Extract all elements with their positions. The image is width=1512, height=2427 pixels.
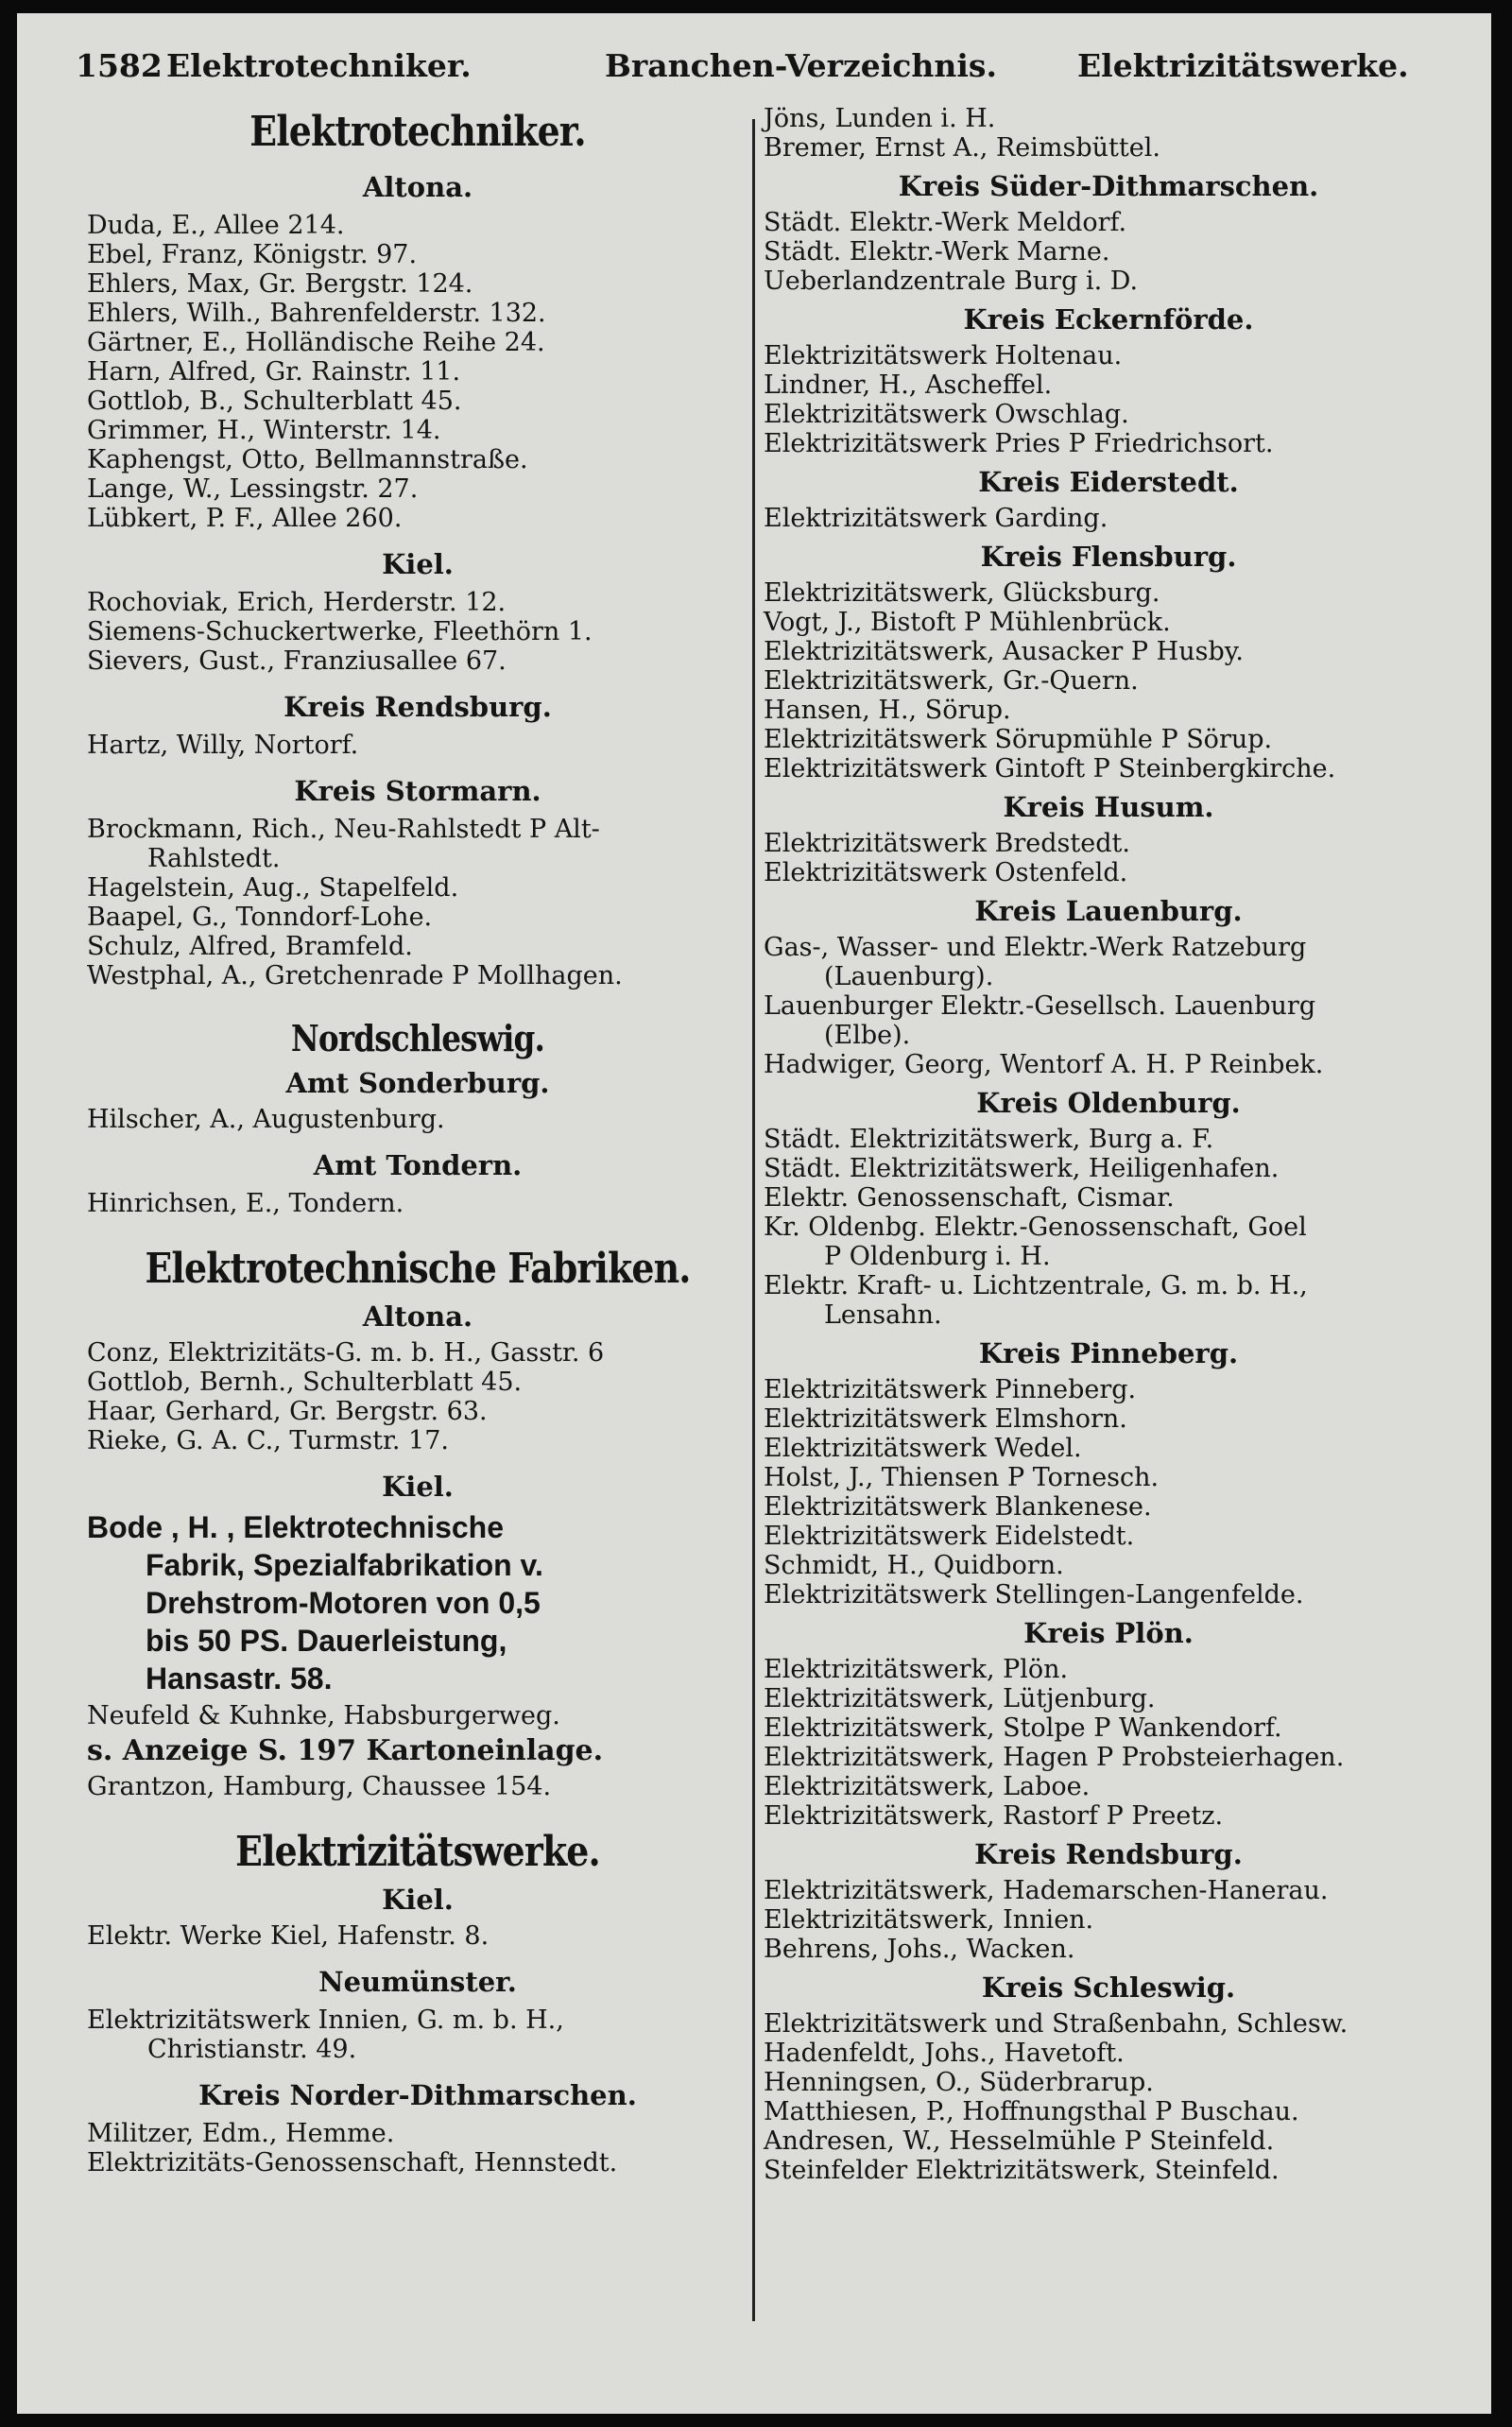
subsection-title-kiel: Kiel. — [382, 548, 454, 580]
list-item: Schmidt, H., Quidborn. — [764, 1551, 1064, 1580]
list-item: Elektr. Genossenschaft, Cismar. — [764, 1183, 1175, 1213]
list-item: Elektrizitätswerk Bredstedt. — [764, 829, 1130, 858]
list-item-continuation: P Oldenburg i. H. — [824, 1242, 1051, 1271]
ad-reference: s. Anzeige S. 197 Kartoneinlage. — [87, 1734, 604, 1767]
list-item: Elektrizitätswerk, Plön. — [764, 1655, 1069, 1684]
list-item: Elektrizitätswerk Gintoft P Steinbergkirche. — [764, 754, 1336, 783]
subsection-title-fabriken-kiel: Kiel. — [382, 1471, 454, 1503]
ad-line: bis 50 PS. Dauerleistung, — [146, 1624, 507, 1658]
list-item: Baapel, G., Tonndorf-Lohe. — [87, 903, 433, 932]
subsection-title-amt-tondern: Amt Tondern. — [313, 1149, 523, 1181]
entry-list-fabriken-altona — [87, 1338, 748, 1455]
list-item: Hadenfeldt, Johs., Havetoft. — [764, 2039, 1125, 2068]
subsection-title-kreis-eckernfoerde: Kreis Eckernförde. — [963, 303, 1254, 336]
directory-page — [17, 13, 1491, 2414]
list-item: Hagelstein, Aug., Stapelfeld. — [87, 873, 459, 903]
subsection-title-kreis-rendsburg-right: Kreis Rendsburg. — [974, 1838, 1243, 1870]
list-item-continuation: (Lauenburg). — [824, 962, 994, 991]
list-item: Lindner, H., Ascheffel. — [764, 370, 1053, 400]
list-item: Haar, Gerhard, Gr. Bergstr. 63. — [87, 1397, 488, 1426]
list-item: Städt. Elektrizitätswerk, Burg a. F. — [764, 1125, 1214, 1154]
section-title-elektrotechniker: Elektrotechniker. — [249, 108, 586, 156]
page-header — [76, 47, 1409, 89]
right-column — [764, 104, 1453, 2185]
list-item: Elektrizitätswerk Ostenfeld. — [764, 858, 1128, 887]
list-item: Rochoviak, Erich, Herderstr. 12. — [87, 588, 507, 617]
list-item: Duda, E., Allee 214. — [87, 211, 345, 240]
list-item: Elektrizitätswerk Wedel. — [764, 1434, 1082, 1463]
header-left-title: Elektrotechniker. — [166, 47, 472, 84]
subsection-title-amt-sonderburg: Amt Sonderburg. — [285, 1067, 550, 1099]
list-item: Elektrizitätswerk, Rastorf P Preetz. — [764, 1801, 1224, 1831]
header-right-title: Elektrizitätswerke. — [1077, 47, 1409, 84]
list-item: Harn, Alfred, Gr. Rainstr. 11. — [87, 357, 461, 387]
subsection-title-kreis-schleswig: Kreis Schleswig. — [981, 1971, 1236, 2004]
list-item: Ehlers, Wilh., Bahrenfelderstr. 132. — [87, 299, 546, 328]
list-item: Elektrizitätswerk Blankenese. — [764, 1492, 1152, 1522]
list-item: Hadwiger, Georg, Wentorf A. H. P Reinbek. — [764, 1050, 1324, 1079]
list-item: Lauenburger Elektr.-Gesellsch. Lauenburg — [764, 991, 1316, 1021]
list-item: Elektrizitätswerk, Innien. — [764, 1905, 1094, 1935]
list-item: Vogt, J., Bistoft P Mühlenbrück. — [764, 608, 1171, 637]
subsection-title-kreis-stormarn: Kreis Stormarn. — [294, 775, 541, 807]
list-item: Brockmann, Rich., Neu-Rahlstedt P Alt- — [87, 815, 600, 844]
subsection-title-kreis-lauenburg: Kreis Lauenburg. — [974, 895, 1243, 927]
list-item: Gas-, Wasser- und Elektr.-Werk Ratzeburg — [764, 933, 1307, 962]
list-item: Grimmer, H., Winterstr. 14. — [87, 416, 441, 445]
list-item: Städt. Elektr.-Werk Meldorf. — [764, 208, 1127, 237]
list-item: Bremer, Ernst A., Reimsbüttel. — [764, 133, 1160, 163]
list-item: Elektrizitätswerk Owschlag. — [764, 400, 1129, 429]
list-item: Behrens, Johs., Wacken. — [764, 1935, 1075, 1964]
subsection-title-kreis-flensburg: Kreis Flensburg. — [980, 541, 1237, 573]
list-item: Ebel, Franz, Königstr. 97. — [87, 240, 418, 269]
list-item: Westphal, A., Gretchenrade P Mollhagen. — [87, 961, 623, 990]
list-item: Elektrizitätswerk Innien, G. m. b. H., — [87, 2005, 564, 2035]
subsection-title-kreis-pinneberg: Kreis Pinneberg. — [978, 1337, 1239, 1369]
subsection-title-kreis-norder-dithmarschen: Kreis Norder-Dithmarschen. — [198, 2079, 637, 2111]
list-item: Neufeld & Kuhnke, Habsburgerweg. — [87, 1701, 560, 1730]
list-item: Elektrizitätswerk, Ausacker P Husby. — [764, 637, 1244, 666]
section-title-elektrizitaetswerke: Elektrizitätswerke. — [235, 1828, 600, 1876]
list-item: Elektrizitätswerk Pinneberg. — [764, 1375, 1137, 1404]
list-item: Elektrizitätswerk Pries P Friedrichsort. — [764, 429, 1274, 458]
subsection-title-altona: Altona. — [362, 171, 473, 203]
list-item: Elektrizitätswerk, Lütjenburg. — [764, 1684, 1156, 1713]
entry-list-altona — [87, 211, 748, 533]
ad-line: Drehstrom-Motoren von 0,5 — [146, 1586, 541, 1620]
list-item: Lübkert, P. F., Allee 260. — [87, 504, 403, 533]
list-item: Kaphengst, Otto, Bellmannstraße. — [87, 445, 528, 474]
list-item: Elektrizitätswerk Garding. — [764, 504, 1108, 533]
list-item: Gärtner, E., Holländische Reihe 24. — [87, 328, 545, 357]
list-item: Elektrizitätswerk Stellingen-Langenfelde. — [764, 1580, 1304, 1609]
list-item: Elektr. Werke Kiel, Hafenstr. 8. — [87, 1921, 490, 1951]
list-item: Elektrizitätswerk Elmshorn. — [764, 1404, 1127, 1434]
list-item: Kr. Oldenbg. Elektr.-Genossenschaft, Goel — [764, 1213, 1307, 1242]
list-item: Matthiesen, P., Hoffnungsthal P Buschau. — [764, 2097, 1299, 2126]
list-item: Städt. Elektrizitätswerk, Heiligenhafen. — [764, 1154, 1280, 1183]
list-item: Rieke, G. A. C., Turmstr. 17. — [87, 1426, 449, 1455]
subsection-title-fabriken-altona: Altona. — [362, 1300, 473, 1333]
section-title-nordschleswig: Nordschleswig. — [290, 1017, 545, 1059]
list-item: Elektr. Kraft- u. Lichtzentrale, G. m. b. H., — [764, 1271, 1308, 1300]
list-item: Elektrizitätswerk, Gr.-Quern. — [764, 666, 1139, 696]
header-center-title: Branchen-Verzeichnis. — [605, 47, 997, 84]
list-item: Elektrizitätswerk, Laboe. — [764, 1772, 1091, 1801]
page-number: 1582 — [76, 47, 163, 84]
subsection-title-kreis-rendsburg: Kreis Rendsburg. — [284, 691, 552, 723]
list-item: Holst, J., Thiensen P Tornesch. — [764, 1463, 1160, 1492]
advertisement-bode — [87, 1510, 748, 1695]
list-item: Elektrizitätswerk und Straßenbahn, Schlesw. — [764, 2009, 1349, 2039]
entry-list-stormarn — [87, 815, 748, 990]
list-item-continuation: Rahlstedt. — [147, 844, 281, 873]
list-item: Elektrizitätswerk Sörupmühle P Sörup. — [764, 725, 1273, 754]
list-item-continuation: Christianstr. 49. — [147, 2035, 357, 2064]
list-item: Gottlob, Bernh., Schulterblatt 45. — [87, 1368, 523, 1397]
ad-line: Fabrik, Spezialfabrikation v. — [146, 1548, 543, 1582]
list-item: Elektrizitätswerk, Glücksburg. — [764, 578, 1160, 608]
list-item: Elektrizitätswerk, Stolpe P Wankendorf. — [764, 1713, 1282, 1743]
subsection-title-kreis-eiderstedt: Kreis Eiderstedt. — [978, 466, 1239, 498]
list-item: Siemens-Schuckertwerke, Fleethörn 1. — [87, 617, 593, 646]
list-item: Sievers, Gust., Franziusallee 67. — [87, 646, 507, 676]
list-item: Lange, W., Lessingstr. 27. — [87, 474, 419, 504]
list-item: Conz, Elektrizitäts-G. m. b. H., Gasstr. 6 — [87, 1338, 605, 1368]
list-item: Hartz, Willy, Nortorf. — [87, 731, 359, 760]
list-item: Hinrichsen, E., Tondern. — [87, 1189, 404, 1218]
list-item: Hilscher, A., Augustenburg. — [87, 1105, 445, 1134]
list-item-continuation: Lensahn. — [824, 1300, 942, 1330]
list-item: Elektrizitätswerk, Hademarschen-Hanerau. — [764, 1876, 1329, 1905]
list-item: Elektrizitätswerk Eidelstedt. — [764, 1522, 1135, 1551]
list-item: Elektrizitäts-Genossenschaft, Hennstedt. — [87, 2148, 618, 2177]
subsection-title-kreis-ploen: Kreis Plön. — [1023, 1617, 1194, 1649]
list-item: Ueberlandzentrale Burg i. D. — [764, 267, 1139, 296]
entry-list-kiel — [87, 588, 748, 676]
left-column — [87, 108, 748, 2177]
section-title-elektrotechnische-fabriken: Elektrotechnische Fabriken. — [145, 1245, 691, 1293]
list-item: Hansen, H., Sörup. — [764, 696, 1011, 725]
list-item: Henningsen, O., Süderbrarup. — [764, 2068, 1154, 2097]
subsection-title-kreis-husum: Kreis Husum. — [1003, 791, 1214, 823]
list-item: Elektrizitätswerk, Hagen P Probsteierhagen. — [764, 1743, 1345, 1772]
list-item: Städt. Elektr.-Werk Marne. — [764, 237, 1110, 267]
list-item: Steinfelder Elektrizitätswerk, Steinfeld. — [764, 2156, 1280, 2185]
list-item: Elektrizitätswerk Holtenau. — [764, 341, 1123, 370]
list-item: Ehlers, Max, Gr. Bergstr. 124. — [87, 269, 473, 299]
subsection-title-werke-kiel: Kiel. — [382, 1884, 454, 1916]
ad-line: Bode , H. , Elektrotechnische — [87, 1510, 504, 1544]
column-divider — [752, 119, 755, 2321]
subsection-title-kreis-sueder-dithmarschen: Kreis Süder-Dithmarschen. — [898, 170, 1319, 202]
list-item-continuation: (Elbe). — [824, 1021, 911, 1050]
list-item: Militzer, Edm., Hemme. — [87, 2119, 395, 2148]
list-item: Andresen, W., Hesselmühle P Steinfeld. — [764, 2126, 1275, 2156]
subsection-title-neumuenster: Neumünster. — [318, 1966, 517, 1998]
list-item: Grantzon, Hamburg, Chaussee 154. — [87, 1772, 552, 1801]
ad-line: Hansastr. 58. — [146, 1661, 333, 1695]
subsection-title-kreis-oldenburg: Kreis Oldenburg. — [976, 1087, 1241, 1119]
list-item: Gottlob, B., Schulterblatt 45. — [87, 387, 462, 416]
list-item: Jöns, Lunden i. H. — [764, 104, 996, 133]
list-item: Schulz, Alfred, Bramfeld. — [87, 932, 413, 961]
